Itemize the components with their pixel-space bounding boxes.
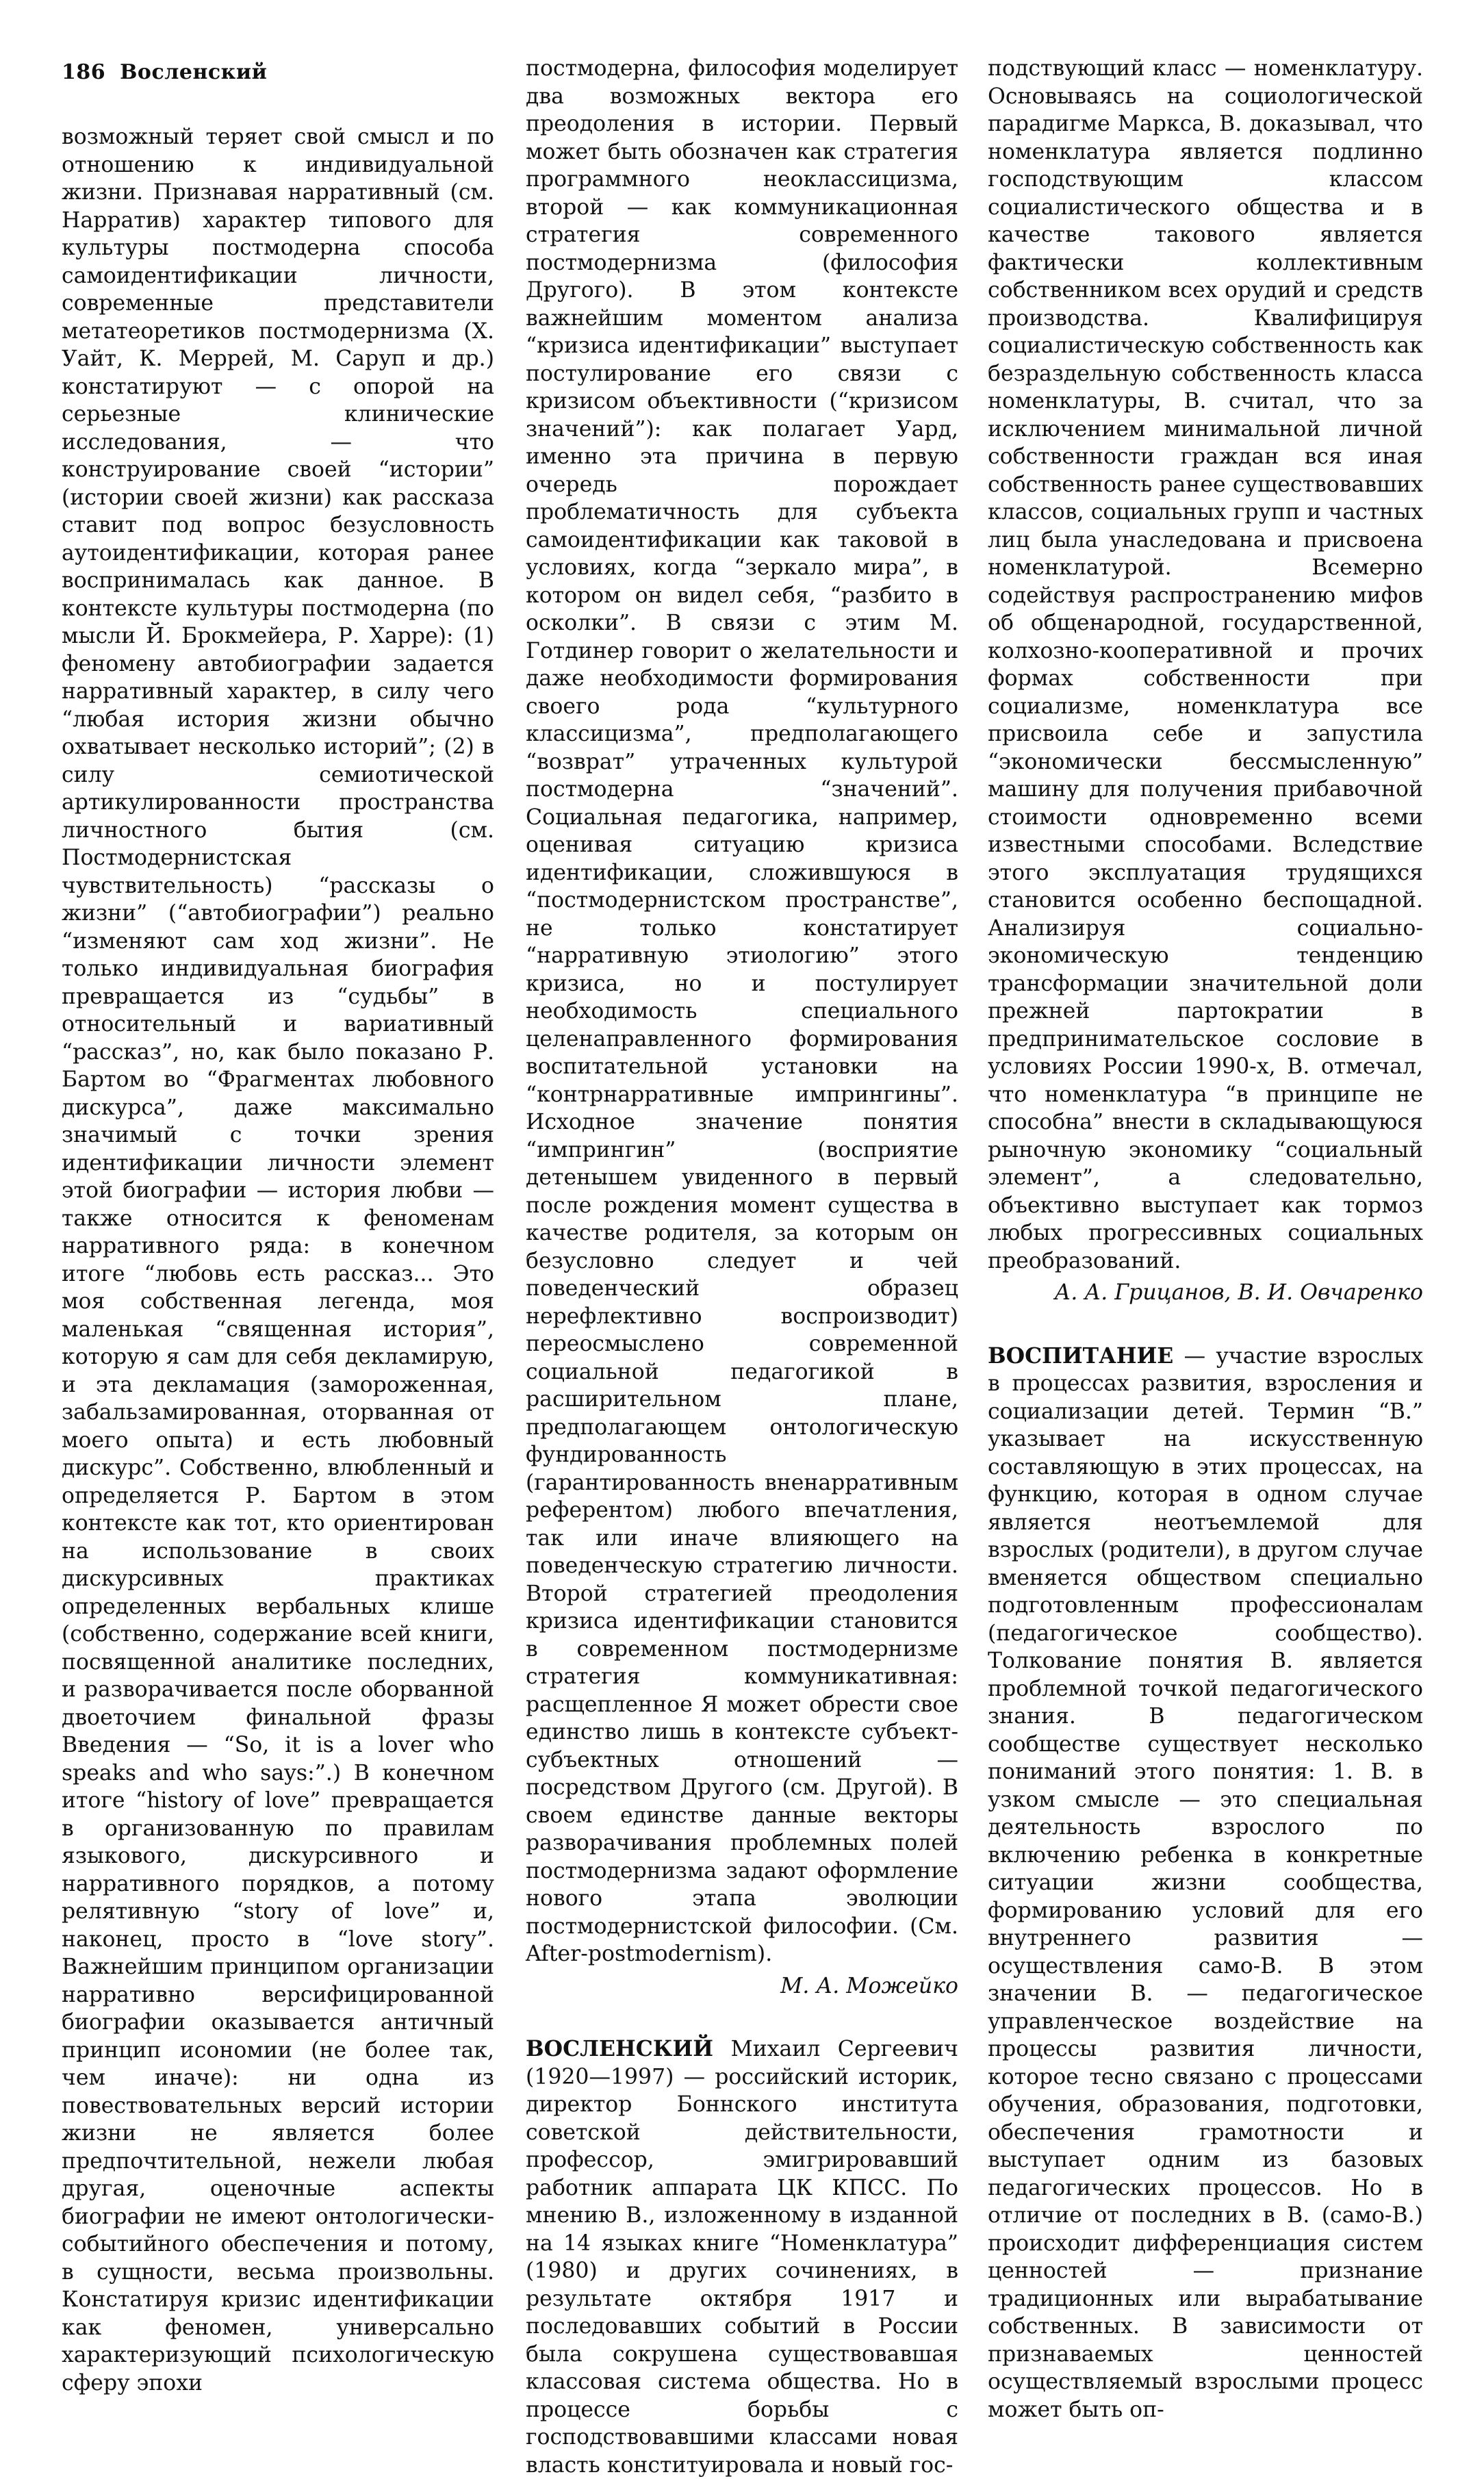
paragraph: возможный теряет свой смысл и по отношению к индивидуальной жизни. Признавая нарративный (см. Нарратив) характер типового для культуры постмодерна способа самоидентификации личности, современные представители метатеоретиков постмодернизма (Х. Уайт, К. Меррей, М. Саруп и др.) констатируют — с опорой на серьезные клинические исследования, — что конструирование своей “истории” (истории своей жизни) как рассказа ставит под вопрос безусловность аутоидентификации, которая ранее воспринималась как данное. В контексте культуры постмодерна (по мысли Й. Брокмейера, Р. Харре): (1) феномену автобиографии задается нарративный характер, в силу чего “любая история жизни обычно охватывает несколько историй”; (2) в силу семиотической артикулированности пространства личностного бытия (см. Постмодернистская чувствительность) “рассказы о жизни” (“автобиографии”) реально “изменяют сам ход жизни”. Не только индивидуальная биография превращается из “судьбы” в относительный и вариативный “рассказ”, но, как было показано Р. Бартом во “Фрагментах любовного дискурса”, даже максимально значимый с точки зрения идентификации личности элемент этой биографии — история любви — также относится к феноменам нарративного ряда: в конечном итоге “любовь есть рассказ... Это моя собственная легенда, моя маленькая “священная история”, которую я сам для себя декламирую, и эта декламация (замороженная, забальзамированная, оторванная от моего опыта) и есть любовный дискурс”. Собственно, влюбленный и определяется Р. Бартом в этом контексте как тот, кто ориентирован на использование в своих дискурсивных практиках определенных вербальных клише (собственно, содержание всей книги, посвященной аналитике последних, и разворачивается после оборванной двоеточием финальной фразы Введения — “So, it is a lover who speaks and who says:”.) В конечном итоге “history of love” превращается в организованную по правилам языкового, дискурсивного и нарративного порядков, а потому релятивную “story of love” и, наконец, просто в “love story”. Важнейшим принципом организации нарративно версифицированной биографии оказывается античный принцип исономии (не более так, чем иначе): ни одна из повествовательных версий истории жизни не является более предпочтительной, нежели любая другая, оценочные аспекты биографии не имеют онтологически-событийного обеспечения и потому, в сущности, весьма произвольны. Констатируя кризис идентификации как феномен, универсально характеризующий психологическую сферу эпохи [62,125,494,2395]
paragraph: подствующий класс — номенклатуру. Основываясь на социологической парадигме Маркса, В. доказывал, что номенклатура является подлинно господствующим классом социалистического общества и в качестве такового является фактически коллективным собственником всех орудий и средств производства. Квалифицируя социалистическую собственность как безраздельную собственность класса номенклатуры, В. считал, что за исключением минимальной личной собственности граждан вся иная собственность ранее существовавших классов, социальных групп и частных лиц была унаследована и присвоена номенклатурой. Всемерно содействуя распространению мифов об общенародной, государственной, колхозно-кооперативной и прочих формах собственности при социализме, номенклатура все присвоила себе и запустила “экономически бессмысленную” машину для получения прибавочной стоимости одновременно всеми известными способами. Вследствие этого эксплуатация трудящихся становится особенно беспощадной. Анализируя социально-экономическую тенденцию трансформации значительной доли прежней партократии в предпринимательское сословие в условиях России 1990-х, В. отмечал, что номенклатура “в принципе не способна” внести в складывающуюся рыночную экономику “социальный элемент”, а следовательно, объективно выступает как тормоз любых прогрессивных социальных преобразований. [988,56,1423,1273]
column-right [988,55,1423,2422]
entry-body: — участие взрослых в процессах развития, взросления и социализации детей. Термин “В.” указывает на искусственную составляющую в этих процессах, на функцию, которая в одном случае является неотъемлемой для взрослых (родители), в другом случае вменяется обществом специально подготовленным профессионалам (педагогическое сообщество). Толкование понятия В. является проблемной точкой педагогического знания. В педагогическом сообществе существует несколько пониманий этого понятия: 1. В. в узком смысле — это специальная деятельность взрослого по включению ребенка в конкретные ситуации жизни сообщества, формированию условий для его внутреннего развития — осуществления само-В. В этом значении В. — педагогическое управленческое воздействие на процессы развития личности, которое тесно связано с процессами обучения, образования, подготовки, обеспечения грамотности и выступает одним из базовых педагогических процессов. Но в отличие от последних в В. (само-В.) происходит дифференциация систем ценностей — признание традиционных или вырабатывание собственных. В зависимости от признаваемых ценностей осуществляемый взрослыми процесс может быть оп- [988,1343,1423,2422]
page-number: 186 [62,60,106,84]
paragraph: постмодерна, философия моделирует два возможных вектора его преодоления в истории. Первый может быть обозначен как стратегия программного неоклассицизма, второй — как коммуникационная стратегия современного постмодернизма (философия Другого). В этом контексте важнейшим моментом анализа “кризиса идентификации” выступает постулирование его связи с кризисом объективности (“кризисом значений”): как полагает Уард, именно эта причина в первую очередь порождает проблематичность для субъекта самоидентификации как таковой в условиях, когда “зеркало мира”, в котором он видел себя, “разбито в осколки”. В связи с этим М. Готдинер говорит о желательности и даже необходимости формирования своего рода “культурного классицизма”, предполагающего “возврат” утраченных культурой постмодерна “значений”. Социальная педагогика, например, оценивая ситуацию кризиса идентификации, сложившуюся в “постмодернистском пространстве”, не только констатирует “нарративную этиологию” этого кризиса, но и постулирует необходимость специального целенаправленного формирования воспитательной установки на “контрнарративные импрингины”. Исходное значение понятия “импрингин” (восприятие детенышем увиденного в первый после рождения момент существа в качестве родителя, за которым он безусловно следует и чей поведенческий образец нерефлективно воспроизводит) переосмыслено современной социальной педагогикой в расширительном плане, предполагающем онтологическую фундированность (гарантированность вненарративным референтом) любого впечатления, так или иначе влияющего на поведенческую стратегию личности. Второй стратегией преодоления кризиса идентификации становится в современном постмодернизме стратегия коммуникативная: расщепленное Я может обрести свое единство лишь в контексте субъект-субъектных отношений — посредством Другого (см. Другой). В своем единстве данные векторы разворачивания проблемных полей постмодернизма задают оформление нового этапа эволюции постмодернистской философии. (См. After-postmodernism). [526,56,958,1966]
column-left [62,123,494,2395]
entry-gap [988,1307,1423,1343]
entry-headword: ВОСЛЕНСКИЙ [526,2036,714,2061]
entry-headword: ВОСПИТАНИЕ [988,1343,1174,1369]
author-signature: М. А. Можейко [780,1973,958,1998]
entry-paragraph [526,2035,958,2479]
author-signature: А. А. Грицанов, В. И. Овчаренко [1054,1280,1423,1305]
entry-gap [526,2000,958,2035]
entry-body: Михаил Сергеевич (1920—1997) — российский историк, директор Боннского института советской действительности, профессор, эмигрировавший работник аппарата ЦК КПСС. По мнению В., изложенному в изданной на 14 языках книге “Номенклатура” (1980) и других сочинениях, в результате октября 1917 и последовавших событий в России была сокрушена существовавшая классовая система общества. Но в процессе борьбы с господствовавшими классами новая власть конституировала и новый гос- [526,2037,958,2478]
running-header [62,60,267,84]
entry-paragraph [988,1343,1423,2424]
running-title: Восленский [120,60,268,84]
column-middle [526,55,958,2478]
